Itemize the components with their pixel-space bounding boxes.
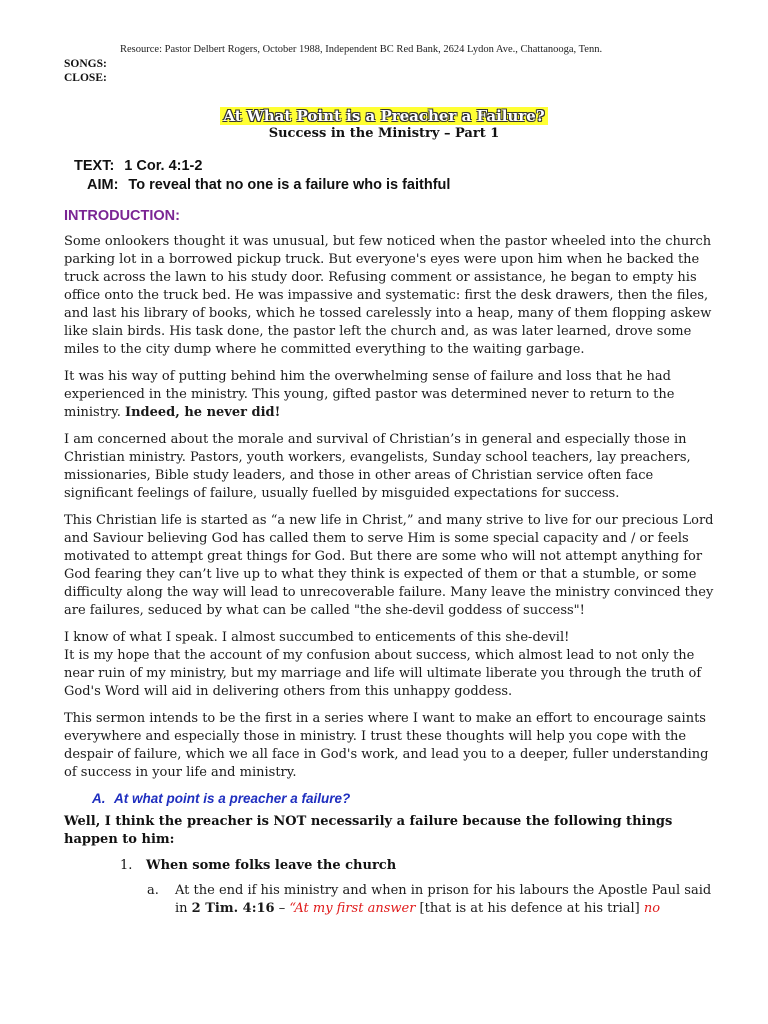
text-value: 1 Cor. 4:1-2: [124, 158, 203, 174]
subpoint-a-letter: a.: [147, 883, 159, 898]
point-1: [120, 858, 714, 873]
songs-label: SONGS:: [64, 58, 107, 70]
scripture-quote: “At my first answer: [289, 901, 416, 916]
paragraph-1: Some onlookers thought it was unusual, but few noticed when the pastor wheeled into the church parking lot in a borrowed pickup truck. But everyone's eyes were upon him when he backed the truck across the lawn to his study door. Refusing comment or assistance, he began to empty his office onto the truck bed. He was impassive and systematic: first the desk drawers, then the files, and last his library of books, which he tossed carelessly into a heap, many of them flopping askew like slain birds. His task done, the pastor left the church and, as was later learned, drove some miles to the city dump where he committed everything to the waiting garbage.: [64, 234, 712, 357]
lead-statement: Well, I think the preacher is NOT necessarily a failure because the following things happen to him:: [64, 814, 673, 847]
aim-value: To reveal that no one is a failure who is faithful: [128, 177, 451, 193]
section-a-title: At what point is a preacher a failure?: [114, 791, 351, 806]
section-a-heading: [92, 791, 714, 806]
aim-label: AIM:: [87, 177, 119, 193]
resource-line: Resource: Pastor Delbert Rogers, October 1988, Independent BC Red Bank, 2624 Lydon Ave., Chattanooga, Tenn.: [120, 44, 603, 55]
scripture-quote-continued: no: [643, 901, 661, 916]
point-1-number: 1.: [120, 858, 133, 873]
subpoint-a-text: At the end if his ministry and when in prison for his labours the Apostle Paul said in: [175, 883, 712, 916]
paragraph-2-text: It was his way of putting behind him the overwhelming sense of failure and loss that he had experienced in the ministry. This young, gifted pastor was determined never to return to the ministry.: [64, 369, 675, 420]
dash: –: [274, 901, 290, 916]
text-reference: [74, 158, 202, 174]
title-wrap: [0, 106, 768, 125]
scripture-reference: 2 Tim. 4:16: [191, 901, 275, 916]
sermon-subtitle: Success in the Ministry – Part 1: [268, 126, 500, 141]
introduction-heading: INTRODUCTION:: [64, 208, 180, 224]
text-label: TEXT:: [74, 158, 115, 174]
aim-statement: [87, 177, 450, 193]
subpoint-a: [147, 882, 714, 918]
sermon-title: At What Point is a Preacher a Failure?: [220, 107, 547, 125]
paragraph-5b: It is my hope that the account of my confusion about success, which almost lead to not only the near ruin of my ministry, but my marriage and life will ultimate liberate you through the truth of God's Word will aid in delivering others from this unhappy goddess.: [64, 648, 702, 699]
paragraph-5a: I know of what I speak. I almost succumbed to enticements of this she-devil!: [64, 630, 570, 645]
paragraph-2-emphasis: Indeed, he never did!: [125, 405, 281, 420]
section-a-letter: A.: [92, 791, 106, 806]
point-1-text: When some folks leave the church: [146, 858, 397, 873]
paragraph-2: [64, 368, 714, 422]
sermon-body: [64, 233, 714, 918]
bracket-note: [that is at his defence at his trial]: [415, 901, 644, 916]
paragraph-6: This sermon intends to be the first in a series where I want to make an effort to encourage saints everywhere and especially those in ministry. I trust these thoughts will help you cope with the despair of failure, which we all face in God's work, and lead you to a deeper, fuller understanding of success in your life and ministry.: [64, 711, 709, 780]
close-label: CLOSE:: [64, 72, 107, 84]
paragraph-4: This Christian life is started as “a new life in Christ,” and many strive to live for our precious Lord and Saviour believing God has called them to serve Him is some special capacity and / or feels motivated to attempt great things for God. But there are some who will not attempt anything for God fearing they can’t live up to what they think is expected of them or that a stumble, or some difficulty along the way will lead to unrecoverable failure. Many leave the ministry convinced they are failures, seduced by what can be called "the she-devil goddess of success"!: [64, 513, 714, 618]
paragraph-3: I am concerned about the morale and survival of Christian’s in general and especially those in Christian ministry. Pastors, youth workers, evangelists, Sunday school teachers, lay preachers, missionaries, Bible study leaders, and those in other areas of Christian service often face significant feelings of failure, usually fuelled by misguided expectations for success.: [64, 432, 691, 501]
